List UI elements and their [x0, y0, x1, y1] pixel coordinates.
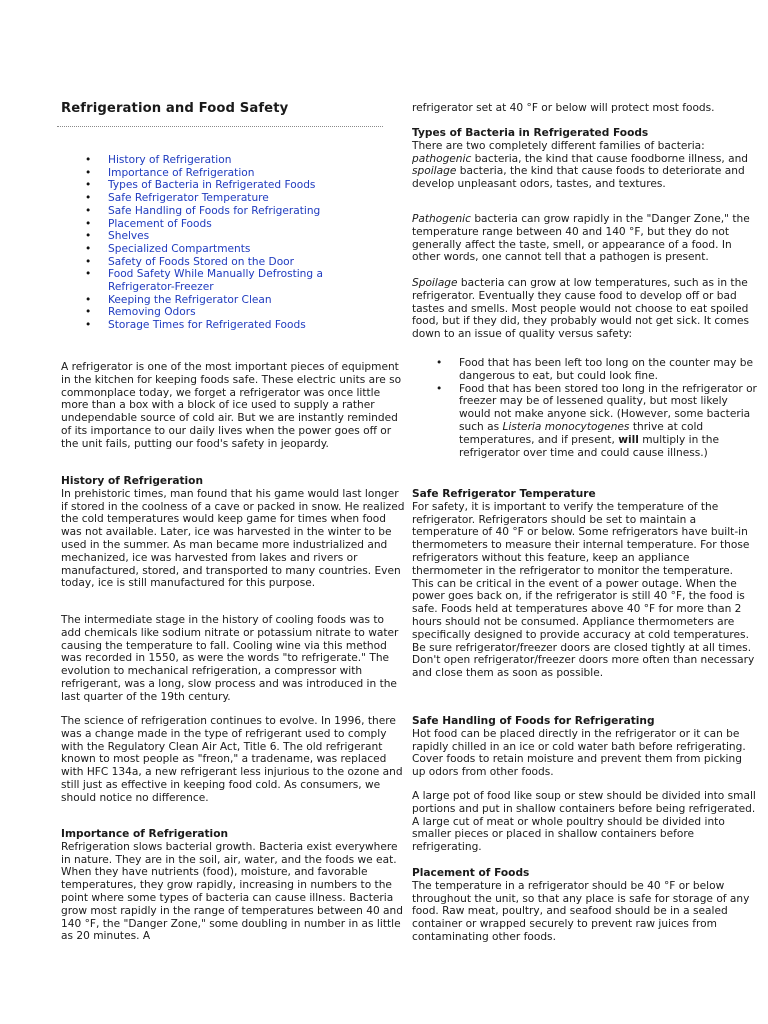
handling-paragraph-1: Hot food can be placed directly in the refrigerator or it can be rapidly chilled in an ice or cold water bath before refrigerating. Cover foods to retain moisture and prevent them from picking up odors from other foods.: [412, 727, 746, 779]
history-section-2: [61, 614, 407, 704]
toc-link-compartments[interactable]: Specialized Compartments: [108, 242, 251, 255]
intro-paragraph: A refrigerator is one of the most important pieces of equipment in the kitchen for keeping foods safe. These electric units are so commonplace today, we forget a refrigerator was once little more than a box with a block of ice used to supply a rather undependable source of cold air. But we are instantly reminded of its importance to our daily lives when the power goes off or the unit fails, putting our food's safety in jeopardy.: [61, 361, 402, 450]
toc-link-odors[interactable]: Removing Odors: [108, 306, 196, 319]
toc-item[interactable]: [85, 243, 385, 256]
history-section: [61, 475, 407, 590]
importance-continued-text: refrigerator set at 40 °F or below will protect most foods.: [412, 102, 715, 114]
toc-link-temperature[interactable]: Safe Refrigerator Temperature: [108, 192, 269, 205]
list-item: • Food that has been left too long on the counter may be dangerous to eat, but could look fine.: [412, 357, 758, 383]
bacteria-paragraph-1: There are two completely different families of bacteria: pathogenic bacteria, the kind that cause foodborne illness, and spoilage bacteria, the kind that cause foods to deteriorate and develop unpleasant odors, tastes, and textures.: [412, 139, 749, 191]
toc-link-placement[interactable]: Placement of Foods: [108, 217, 212, 230]
toc-link-defrosting[interactable]: Food Safety While Manually Defrosting a Refrigerator-Freezer: [108, 268, 323, 294]
toc-item[interactable]: [85, 218, 385, 231]
toc-item[interactable]: [85, 294, 385, 307]
toc-link-history[interactable]: History of Refrigeration: [108, 154, 232, 166]
page-title: Refrigeration and Food Safety: [61, 101, 289, 116]
toc-link-importance[interactable]: Importance of Refrigeration: [108, 166, 255, 179]
toc-item[interactable]: [85, 319, 385, 332]
bacteria-section: [412, 127, 758, 191]
bacteria-paragraph-3: Spoilage bacteria can grow at low temperatures, such as in the refrigerator. Eventually they cause food to develop off or bad tastes and smells. Most people would not choose to eat spoiled food, but if they did, they probably would not get sick. It comes down to an issue of quality versus safety:: [412, 277, 750, 341]
toc-item[interactable]: [85, 230, 385, 243]
bacteria-section-3: [412, 277, 758, 341]
history-paragraph-1: In prehistoric times, man found that his game would last longer if stored in the coolness of a cave or packed in snow. He realized the cold temperatures would keep game for times when food was not available. Later, ice was harvested in the winter to be used in the summer. As man became more industrialized and mechanized, ice was harvested from lakes and rivers or manufactured, stored, and transported to many countries. Even today, ice is still manufactured for this purpose.: [61, 487, 405, 590]
toc-item[interactable]: [85, 179, 385, 192]
history-paragraph-2: The intermediate stage in the history of cooling foods was to add chemicals like sodium nitrate or potassium nitrate to water causing the temperature to fall. Cooling wine via this method was recorded in 1550, as were the words "to refrigerate." The evolution to mechanical refrigeration, a compressor with refrigerant, was a long, slow process and was introduced in the last quarter of the 19th century.: [61, 614, 399, 703]
bacteria-paragraph-2: Pathogenic bacteria can grow rapidly in the "Danger Zone," the temperature range between 40 and 140 °F, but they do not generally affect the taste, smell, or appearance of a food. In other words, one cannot tell that a pathogen is present.: [412, 213, 750, 264]
toc-link-door[interactable]: Safety of Foods Stored on the Door: [108, 255, 295, 268]
toc-item[interactable]: [85, 256, 385, 269]
toc-link-handling[interactable]: Safe Handling of Foods for Refrigerating: [108, 204, 321, 217]
importance-heading: Importance of Refrigeration: [61, 828, 229, 840]
importance-section: [61, 828, 407, 943]
bacteria-section-2: [412, 213, 758, 264]
importance-paragraph: Refrigeration slows bacterial growth. Bacteria exist everywhere in nature. They are in the soil, air, water, and the foods we eat. When they have nutrients (food), moisture, and favorable temperatures, they grow rapidly, increasing in numbers to the point where some types of bacteria can cause illness. Bacteria grow most rapidly in the range of temperatures between 40 and 140 °F, the "Danger Zone," some doubling in number in as little as 20 minutes. A: [61, 840, 403, 943]
toc-link-storage-times[interactable]: Storage Times for Refrigerated Foods: [108, 319, 306, 332]
placement-section: [412, 867, 758, 944]
toc-item[interactable]: [85, 154, 385, 167]
temperature-heading: Safe Refrigerator Temperature: [412, 488, 596, 500]
list-item: • Food that has been stored too long in the refrigerator or freezer may be of lessened quality, but most likely would not make anyone sick. (However, some bacteria such as Listeria monocytogenes thrive at cold temperatures, and if present, will multiply in the refrigerator over time and could cause illness.): [412, 383, 758, 460]
history-section-3: [61, 715, 407, 805]
bacteria-bullet-list: [412, 357, 758, 459]
handling-section: [412, 715, 758, 779]
toc-item[interactable]: [85, 306, 385, 319]
bacteria-heading: Types of Bacteria in Refrigerated Foods: [412, 127, 649, 139]
toc-link-bacteria[interactable]: Types of Bacteria in Refrigerated Foods: [108, 179, 316, 192]
toc-item[interactable]: [85, 268, 385, 293]
placement-paragraph: The temperature in a refrigerator should be 40 °F or below throughout the unit, so that any place is safe for storage of any food. Raw meat, poultry, and seafood should be in a sealed container or wrapped securely to prevent raw juices from contaminating other foods.: [412, 879, 750, 943]
handling-section-2: [412, 790, 758, 854]
temperature-section: [412, 488, 758, 680]
importance-continued: [412, 102, 758, 115]
intro-section: [61, 361, 407, 451]
table-of-contents: [85, 154, 385, 332]
history-heading: History of Refrigeration: [61, 475, 204, 487]
toc-link-cleaning[interactable]: Keeping the Refrigerator Clean: [108, 293, 272, 306]
toc-item[interactable]: [85, 192, 385, 205]
toc-item[interactable]: [85, 205, 385, 218]
placement-heading: Placement of Foods: [412, 867, 530, 879]
toc-link-shelves[interactable]: Shelves: [108, 230, 150, 243]
handling-heading: Safe Handling of Foods for Refrigerating: [412, 715, 655, 727]
history-paragraph-3: The science of refrigeration continues to evolve. In 1996, there was a change made in the type of refrigerant used to comply with the Regulatory Clean Air Act, Title 6. The old refrigerant known to most people as "freon," a tradename, was replaced with HFC 134a, a new refrigerant less injurious to the ozone and still just as effective in keeping food cold. As consumers, we should notice no difference.: [61, 715, 403, 804]
handling-paragraph-2: A large pot of food like soup or stew should be divided into small portions and put in shallow containers before being refrigerated. A large cut of meat or whole poultry should be divided into smaller pieces or placed in shallow containers before refrigerating.: [412, 790, 756, 854]
toc-item[interactable]: [85, 167, 385, 180]
temperature-paragraph: For safety, it is important to verify the temperature of the refrigerator. Refrigerators should be set to maintain a temperature of 40 °F or below. Some refrigerators have built-in thermometers to measure their internal temperature. For those refrigerators without this feature, keep an appliance thermometer in the refrigerator to monitor the temperature. This can be critical in the event of a power outage. When the power goes back on, if the refrigerator is still 40 °F, the food is safe. Foods held at temperatures above 40 °F for more than 2 hours should not be consumed. Appliance thermometers are specifically designed to provide accuracy at cold temperatures. Be sure refrigerator/freezer doors are closed tightly at all times. Don't open refrigerator/freezer doors more often than necessary and close them as soon as possible.: [412, 500, 755, 680]
title-divider: [57, 126, 383, 127]
